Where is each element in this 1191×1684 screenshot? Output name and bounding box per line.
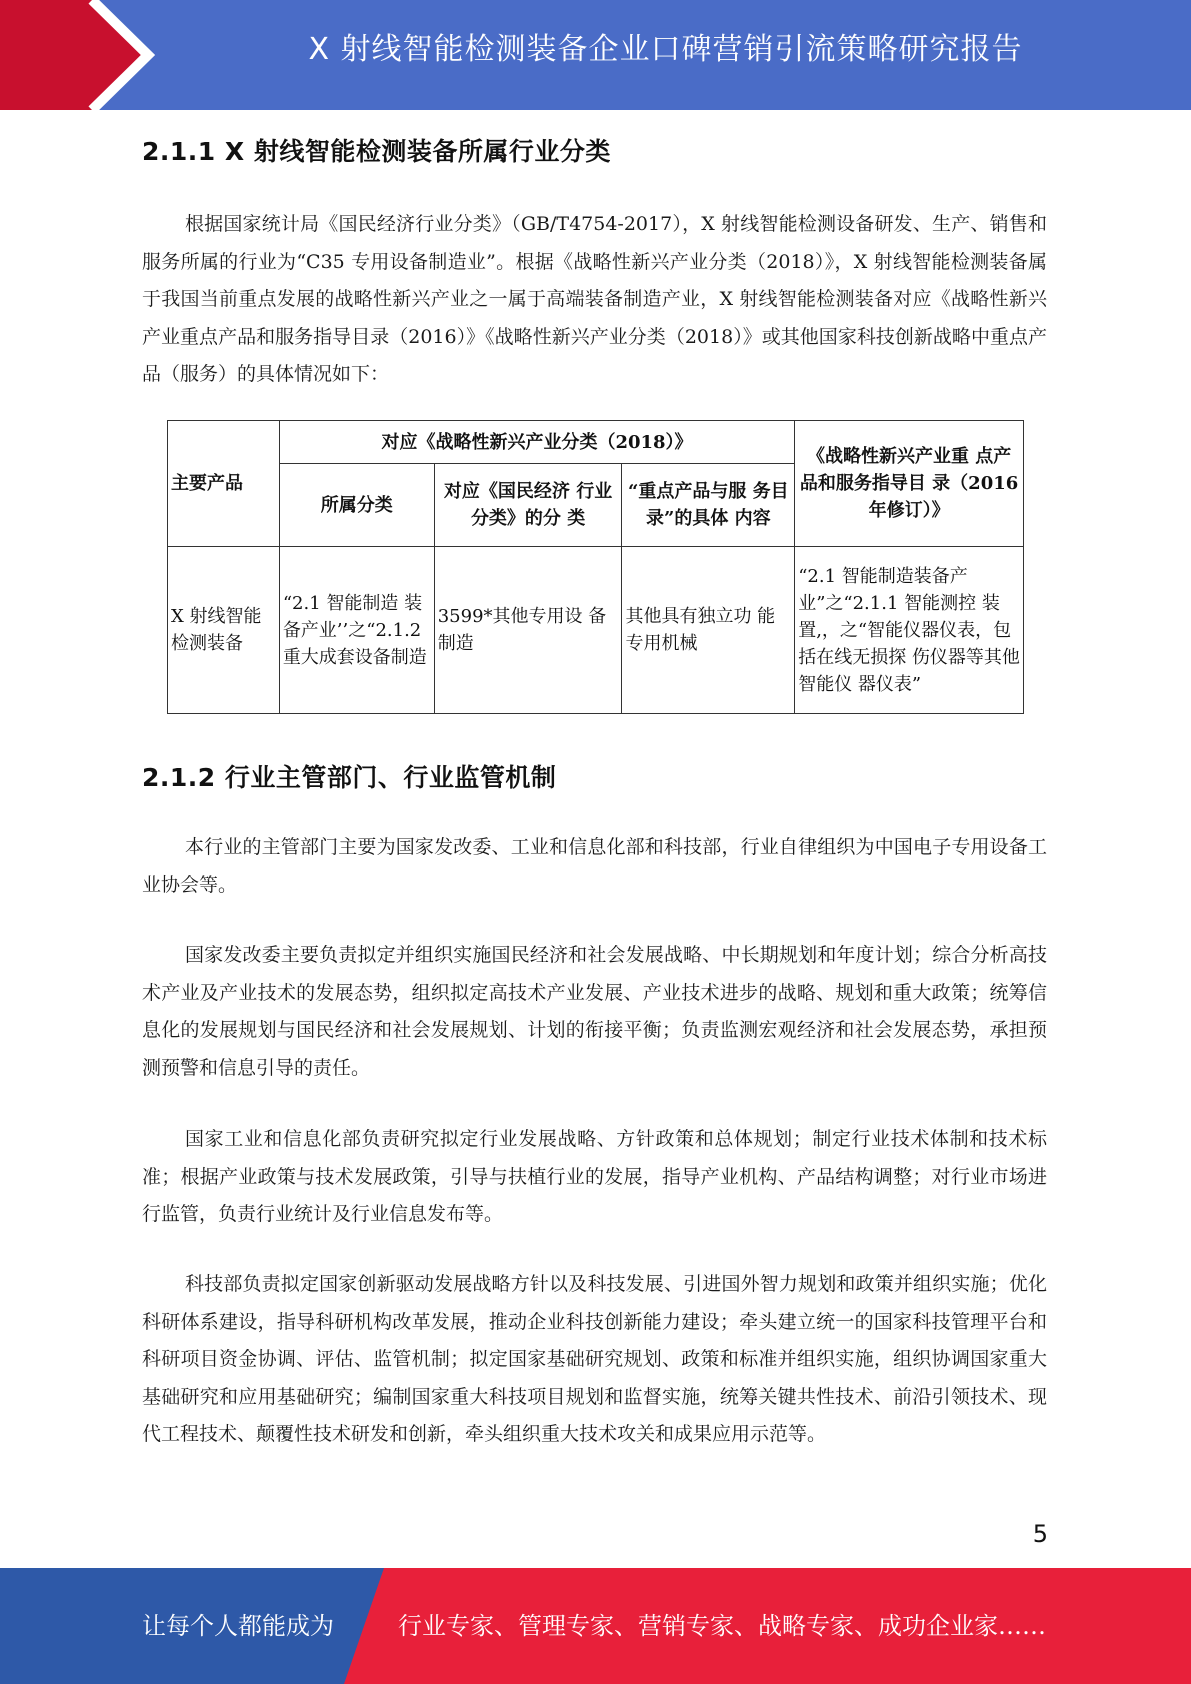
header-main-product: 主要产品	[168, 421, 280, 547]
section-heading-2-1-1: 2.1.1 X 射线智能检测装备所属行业分类	[142, 137, 611, 166]
page-footer	[0, 1568, 1191, 1684]
section2-paragraph-1: 本行业的主管部门主要为国家发改委、工业和信息化部和科技部，行业自律组织为中国电子专用设备工业协会等。	[142, 836, 1047, 896]
cell-product: X 射线智能检测装备	[168, 547, 280, 714]
header-category: 所属分类	[279, 464, 434, 547]
cell-catalog: “2.1 智能制造装备产 业”之“2.1.1 智能测控 装置,，之“智能仪器仪表，包括在线无损探 伤仪器等其他智能仪 器仪表”	[795, 547, 1024, 714]
footer-slogan-left: 让每个人都能成为	[142, 1612, 334, 1640]
section2-paragraph-3: 国家工业和信息化部负责研究拟定行业发展战略、方针政策和总体规划；制定行业技术体制和技术标准；根据产业政策与技术发展政策，引导与扶植行业的发展，指导产业机构、产品结构调整；对行业市场进行监管，负责行业统计及行业信息发布等。	[142, 1128, 1047, 1225]
section2-paragraph-4: 科技部负责拟定国家创新驱动发展战略方针以及科技发展、引进国外智力规划和政策并组织实施；优化科研体系建设，指导科研机构改革发展，推动企业科技创新能力建设；牵头建立统一的国家科技管理平台和科研项目资金协调、评估、监管机制；拟定国家基础研究规划、政策和标准并组织实施，组织协调国家重大基础研究和应用基础研究；编制国家重大科技项目规划和监督实施，统筹关键共性技术、前沿引领技术、现代工程技术、颠覆性技术研发和创新，牵头组织重大技术攻关和成果应用示范等。	[142, 1273, 1047, 1445]
table-row	[168, 547, 1024, 714]
footer-slogan-right: 行业专家、管理专家、营销专家、战略专家、成功企业家……	[398, 1612, 1046, 1640]
section-heading-2-1-2: 2.1.2 行业主管部门、行业监管机制	[142, 763, 557, 792]
section2-paragraph-2: 国家发改委主要负责拟定并组织实施国民经济和社会发展战略、中长期规划和年度计划；综合分析高技术产业及产业技术的发展态势，组织拟定高技术产业发展、产业技术进步的战略、规划和重大政策；统筹信息化的发展规划与国民经济和社会发展规划、计划的衔接平衡；负责监测宏观经济和社会发展态势，承担预测预警和信息引导的责任。	[142, 944, 1047, 1079]
section1-paragraph: 根据国家统计局《国民经济行业分类》（GB/T4754-2017），X 射线智能检测设备研发、生产、销售和服务所属的行业为“C35 专用设备制造业”。根据《战略性新兴产业分类（2018）》，X 射线智能检测装备属于我国当前重点发展的战略性新兴产业之一属于高端装备制造产业，X 射线智能检测装备对应《战略性新兴产业重点产品和服务指导目录（2016）》《战略性新兴产业分类（2018）》或其他国家科技创新战略中重点产品（服务）的具体情况如下：	[142, 213, 1047, 385]
report-title: X 射线智能检测装备企业口碑营销引流策略研究报告	[308, 32, 1023, 67]
cell-industry: 3599*其他专用设 备制造	[434, 547, 622, 714]
header-industry: 对应《国民经济 行业分类》的分 类	[434, 464, 622, 547]
cell-content: 其他具有独立功 能专用机械	[622, 547, 795, 714]
header-catalog: 《战略性新兴产业重 点产品和服务指导目 录（2016 年修订）》	[795, 421, 1024, 547]
cell-category: “2.1 智能制造 装备产业’’之“2.1.2 重大成套设备制造	[279, 547, 434, 714]
header-content: “重点产品与服 务目录”的具体 内容	[622, 464, 795, 547]
industry-classification-table	[167, 420, 1024, 714]
page-header	[0, 0, 1191, 110]
header-strategic-group: 对应《战略性新兴产业分类（2018）》	[279, 421, 794, 464]
page-number: 5	[1032, 1520, 1048, 1548]
